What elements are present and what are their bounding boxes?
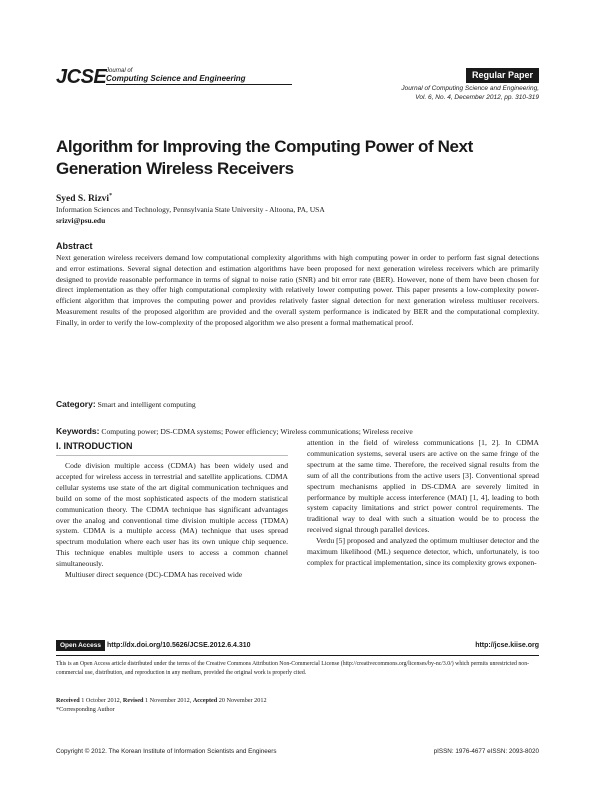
open-access-badge: Open Access [56, 640, 105, 651]
section-heading-rule [56, 455, 288, 456]
intro-paragraph-1: Code division multiple access (CDMA) has been widely used and accepted for wireless access in terrestrial and satellite applications. CDMA cellular systems use state of the art digital communication techniques and build on some of the most sophisticated aspects of the modern statistical communication theory. The CDMA technique has significant advantages over the analog and conventional time division multiple access (TDMA) system. CDMA is a multiple access (MA) technique that uses spread spectrum modulation where each user has its own unique chip sequence. This technique enables multiple users to access a common channel simultaneously. [56, 461, 288, 569]
right-column [307, 438, 539, 569]
logo-wordmark: JCSE [56, 66, 107, 88]
abstract-text: Next generation wireless receivers demand low computational complexity algorithms with high computing power in order to perform fast signal detections and error estimations. Several signal detection and estimation algorithms have been proposed for next generation wireless receivers which are primarily designed to provide reasonable performance in terms of signal to noise ratio (SNR) and bit error rate (BER). However, none of them have been chosen for direct implementation as they offer high computational complexity with relatively lower computing power. This paper presents a low-complexity power-efficient algorithm that improves the computing power and provides relatively faster signal detection for next generation wireless multiuser receivers. Measurement results of the proposed algorithm are provided and the overall system performance is indicated by BER and the computational complexity. Finally, in order to verify the low-complexity of the proposed algorithm we also present a formal mathematical proof. [56, 253, 539, 327]
revised-label: Revised [122, 697, 144, 704]
journal-volume: Vol. 6, No. 4, December 2012, pp. 310-319 [415, 94, 539, 101]
keywords-line [56, 426, 413, 437]
keywords-label: Keywords: [56, 426, 100, 436]
received-label: Received [56, 697, 80, 704]
intro-paragraph-2: Multiuser direct sequence (DC)-CDMA has received wide [65, 570, 243, 580]
author-name [56, 190, 112, 205]
journal-name: Journal of Computing Science and Engineering, [401, 85, 539, 92]
accepted-date: 20 November 2012 [218, 697, 267, 704]
logo-underline [106, 84, 292, 85]
submission-dates [56, 697, 267, 706]
logo-subtitle-small: Journal of [106, 68, 133, 74]
section-heading: I. INTRODUCTION [56, 441, 133, 451]
accepted-label: Accepted [192, 697, 218, 704]
received-date: 1 October 2012, [81, 697, 122, 704]
paper-type-badge: Regular Paper [466, 68, 539, 83]
author-name-text: Syed S. Rizvi [56, 194, 110, 205]
abstract-heading: Abstract [56, 241, 93, 251]
copyright-notice: Copyright © 2012. The Korean Institute of Information Scientists and Engineers [56, 748, 277, 755]
intro-paragraph-3: attention in the field of wireless communications [1, 2]. In CDMA communication systems, several users are active on the same fringe of the spectrum at the same time. Therefore, the received signal results from the sum of all the contributions from the active users [3]. Conventional spread spectrum mechanisms applied in DS-CDMA are severely limited in performance by multiple access interference (MAI) [1, 4], leading to both system capacity limitations and strict power control requirements. The traditional way to deal with such a situation would be to process the received signal through parallel devices. [307, 438, 539, 535]
journal-logo [56, 66, 246, 90]
open-access-rule [56, 655, 539, 656]
author-email[interactable]: srizvi@psu.edu [56, 216, 106, 225]
left-column [56, 461, 288, 581]
revised-date: 1 November 2012, [145, 697, 192, 704]
doi-link[interactable]: http://dx.doi.org/10.5626/JCSE.2012.6.4.310 [107, 642, 251, 649]
category-line [56, 399, 196, 410]
category-label: Category: [56, 399, 96, 409]
logo-subtitle: Computing Science and Engineering [106, 74, 246, 83]
open-access-bar [56, 640, 539, 652]
issn-info: pISSN: 1976-4677 eISSN: 2093-8020 [433, 748, 539, 755]
keywords-value: Computing power; DS-CDMA systems; Power efficiency; Wireless communications; Wireless receive [101, 427, 413, 436]
intro-paragraph-4: Verdu [5] proposed and analyzed the optimum multiuser detector and the maximum likelihood (ML) sequence detector, which, unfortunately, is too complex for practical implementation, since its complexity grows exponen- [307, 536, 539, 567]
paper-title: Algorithm for Improving the Computing Power of Next Generation Wireless Receivers [56, 137, 473, 178]
license-text: This is an Open Access article distributed under the terms of the Creative Commons Attribution Non-Commercial License (http://creativecommons.org/licenses/by-nc/3.0/) which permits unrestricted non-commercial use, distribution, and reproduction in any medium, provided the original work is properly cited. [56, 661, 530, 676]
corresponding-author-note: *Corresponding Author [56, 706, 115, 713]
category-value: Smart and intelligent computing [97, 400, 196, 409]
journal-url-link[interactable]: http://jcse.kiise.org [475, 642, 539, 649]
author-affiliation: Information Sciences and Technology, Pennsylvania State University - Altoona, PA, USA [56, 205, 325, 214]
journal-citation [279, 84, 539, 102]
corresponding-mark: * [109, 193, 113, 199]
